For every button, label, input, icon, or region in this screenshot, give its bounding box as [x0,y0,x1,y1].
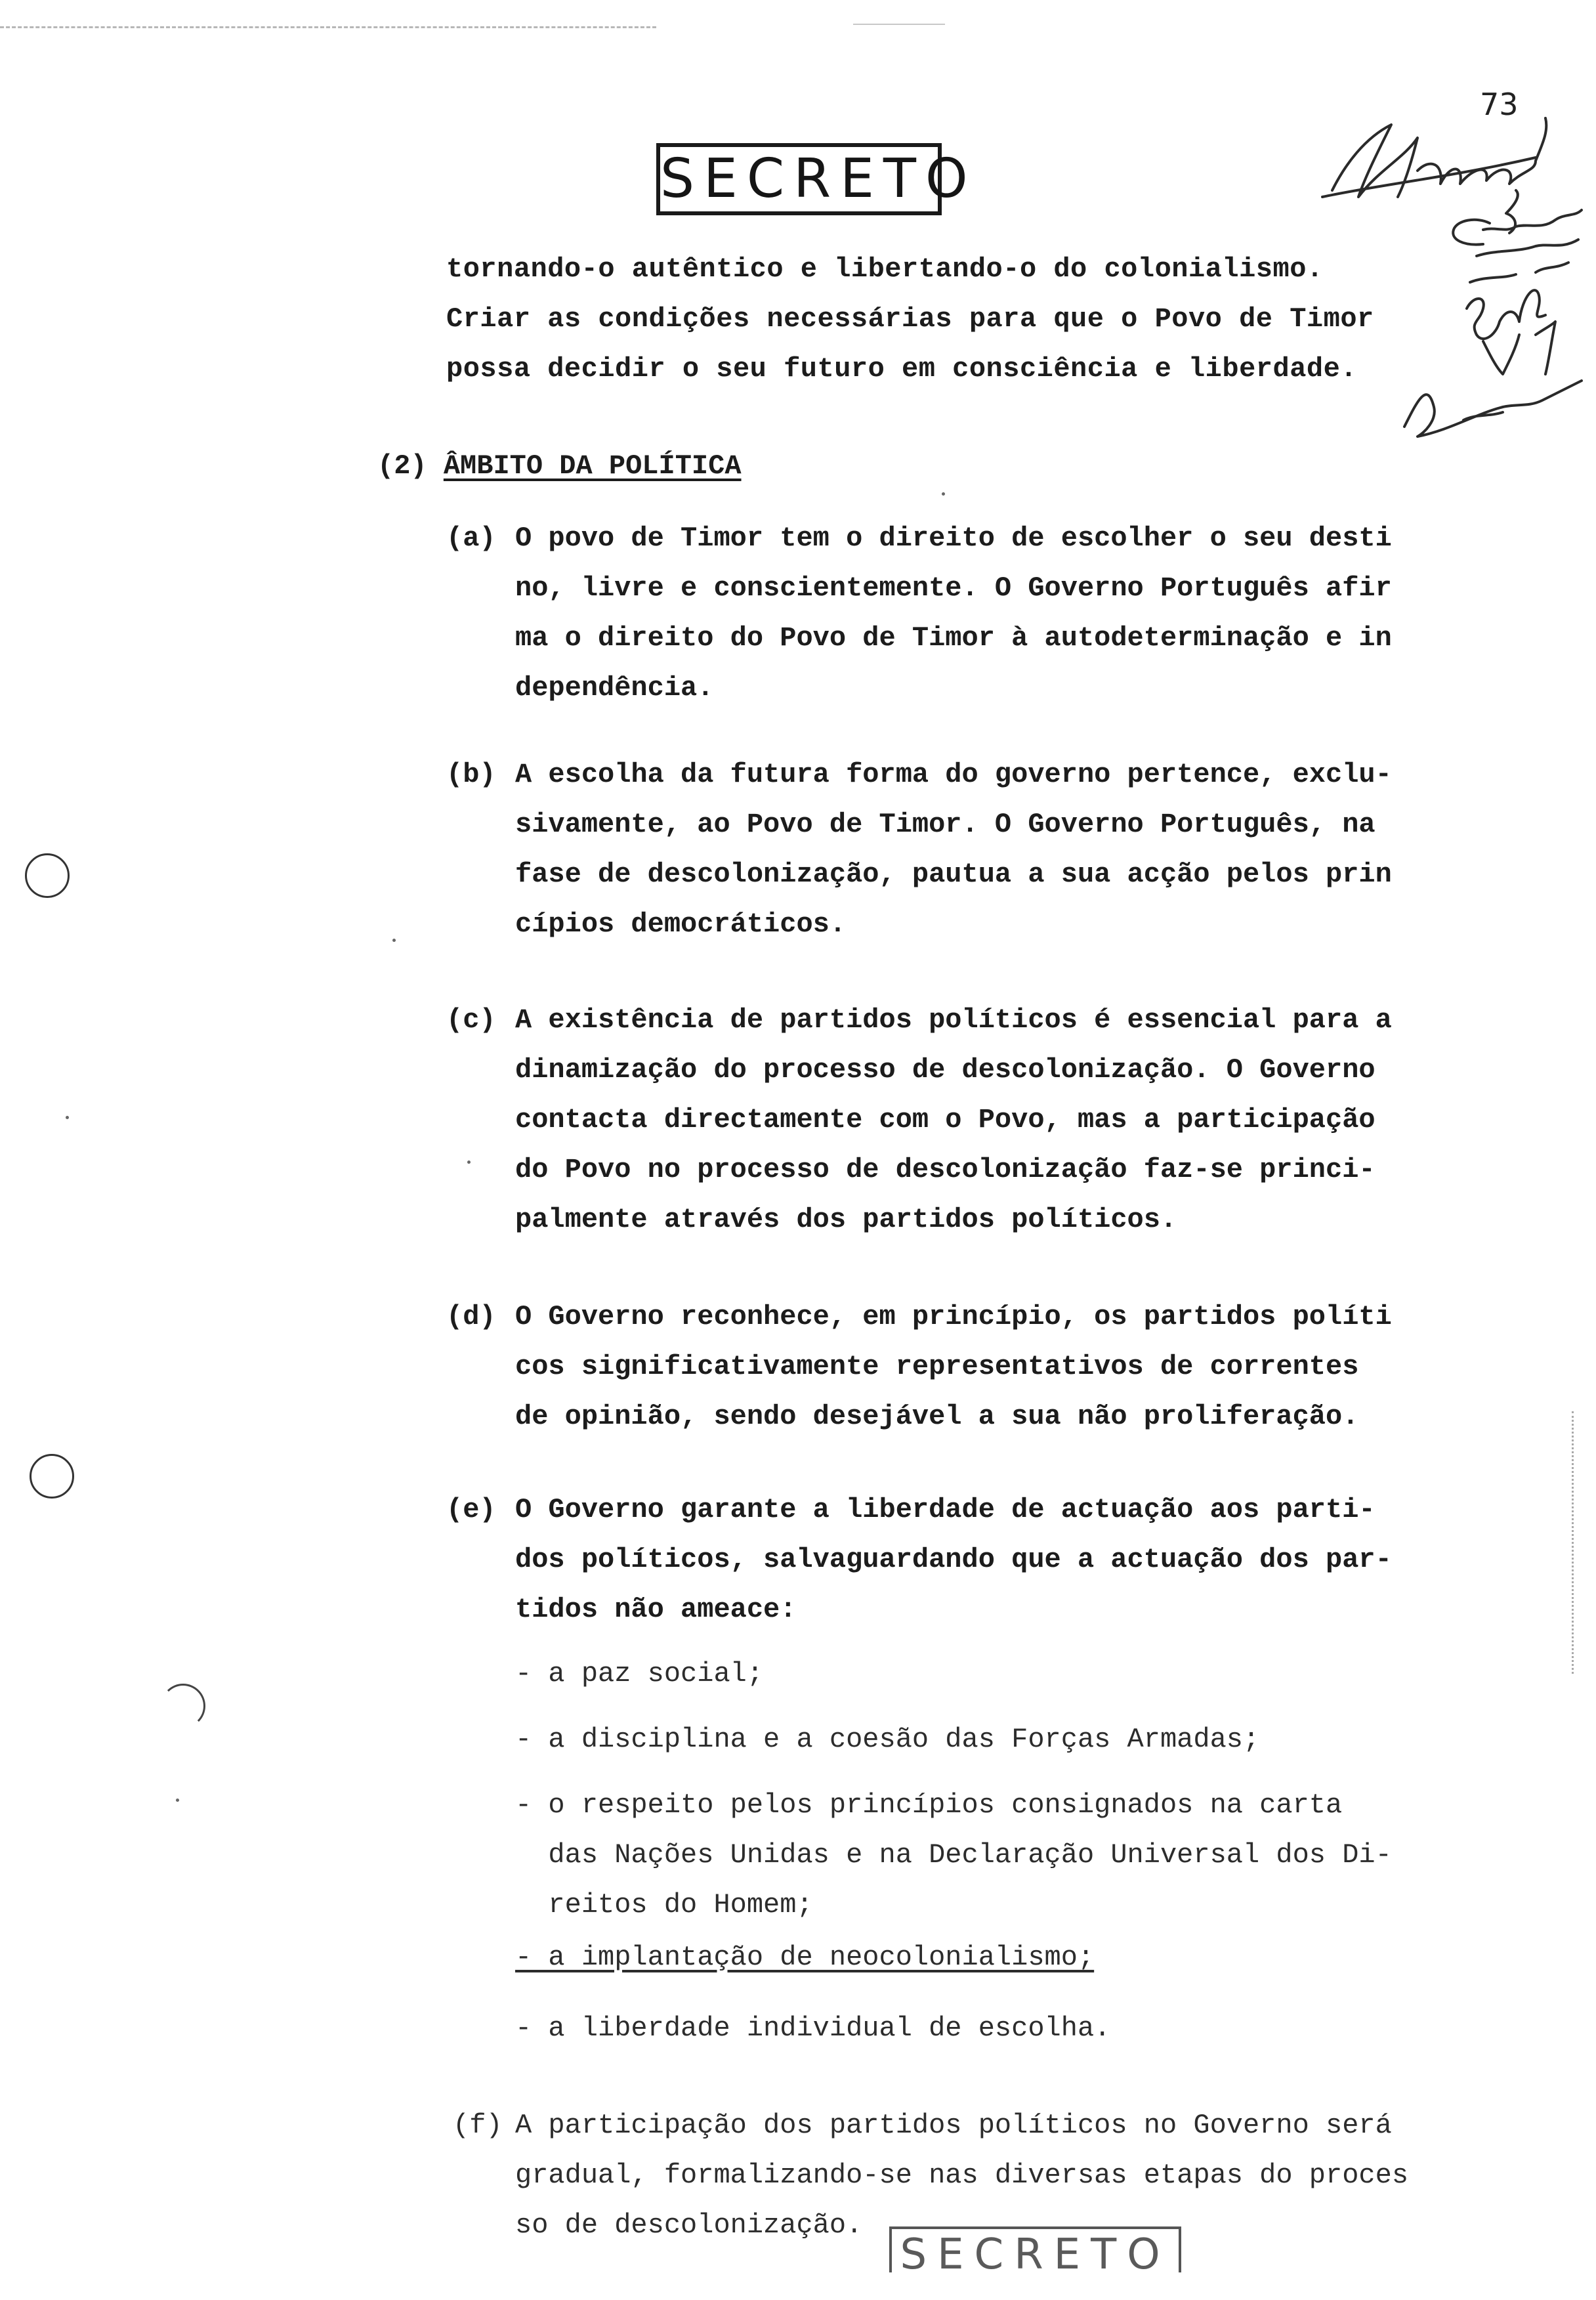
text-line: dependência. [515,672,714,704]
text-line: A existência de partidos políticos é essencial para a [515,1004,1392,1036]
text-line: no, livre e conscientemente. O Governo Português afir [515,572,1392,604]
classification-stamp-top: SECRETO [656,143,942,215]
scan-speck [467,1161,471,1164]
list-item-c [446,995,1392,1235]
text-line: - a paz social; [515,1658,764,1690]
text-line: das Nações Unidas e na Declaração Universal dos Di- [515,1839,1392,1871]
text-line: O Governo reconhece, em princípio, os partidos políti [515,1301,1392,1332]
text-line: possa decidir o seu futuro em consciência e liberdade. [446,353,1358,385]
text-line: fase de descolonização, pautua a sua acção pelos prin [515,859,1392,890]
text-line: - a disciplina e a coesão das Forças Armadas; [515,1724,1260,1755]
scan-edge-artifact [853,24,945,25]
text-line: tornando-o autêntico e libertando-o do colonialismo. [446,253,1324,285]
section-heading [377,441,742,491]
text-line: sivamente, ao Povo de Timor. O Governo Português, na [515,809,1376,840]
item-body [515,1292,1392,1441]
text-line: reitos do Homem; [515,1889,813,1921]
section-title: ÂMBITO DA POLÍTICA [443,450,742,482]
text-line: cos significativamente representativos de correntes [515,1351,1359,1382]
text-line: O Governo garante a liberdade de actuação aos parti- [515,1494,1376,1525]
scan-edge-artifact [0,26,656,28]
text-line: A participação dos partidos políticos no Governo será [515,2110,1392,2141]
text-line: O povo de Timor tem o direito de escolher o seu desti [515,522,1392,554]
item-body [515,995,1392,1245]
section-number: (2) [377,450,427,482]
text-line: dos políticos, salvaguardando que a actuação dos par- [515,1544,1392,1575]
item-marker: (d) [446,1301,496,1332]
punch-hole [25,853,70,898]
text-line: gradual, formalizando-se nas diversas etapas do proces [515,2160,1409,2191]
text-line: - a implantação de neocolonialismo; [515,1942,1095,1973]
text-line: ma o direito do Povo de Timor à autodeterminação e in [515,622,1392,654]
page-number: 73 [1480,87,1519,122]
scan-edge-artifact [1572,1411,1576,1674]
item-body [515,750,1392,949]
text-line: - a liberdade individual de escolha. [515,2012,1111,2044]
item-marker: (b) [446,759,496,790]
condition-item [515,1932,1094,1982]
list-item-a [446,513,1392,713]
intro-paragraph [446,244,1374,394]
text-line: de opinião, sendo desejável a sua não proliferação. [515,1401,1359,1432]
punch-hole [30,1454,74,1499]
text-line: dinamização do processo de descolonização. O Governo [515,1054,1376,1086]
item-marker: (a) [446,522,496,554]
text-line: palmente através dos partidos políticos. [515,1204,1177,1235]
condition-item [515,1649,763,1699]
text-line: - o respeito pelos princípios consignados na carta [515,1789,1343,1821]
text-line: cípios democráticos. [515,908,847,940]
item-marker: (c) [446,1004,496,1036]
item-body [515,1485,1392,1634]
scan-speck [392,939,396,942]
text-line: A escolha da futura forma do governo pertence, exclu- [515,759,1392,790]
condition-item [515,1714,1259,1764]
scan-speck [66,1116,69,1119]
list-item-d [446,1292,1392,1491]
text-line: tidos não ameace: [515,1594,797,1625]
punch-hole [161,1684,205,1728]
text-line: Criar as condições necessárias para que o Povo de Timor [446,303,1374,335]
text-line: so de descolonização. [515,2209,863,2241]
condition-item [515,2003,1110,2053]
item-marker: (e) [446,1494,496,1525]
text-line: do Povo no processo de descolonização faz-se princi- [515,1154,1376,1185]
scan-speck [942,492,945,496]
text-line: contacta directamente com o Povo, mas a participação [515,1104,1376,1136]
item-body [515,513,1392,713]
classification-stamp-bottom: SECRETO [889,2226,1181,2272]
condition-item [515,1780,1392,1930]
scan-speck [176,1799,179,1802]
item-marker: (f) [453,2110,503,2141]
list-item-b [446,750,1392,949]
